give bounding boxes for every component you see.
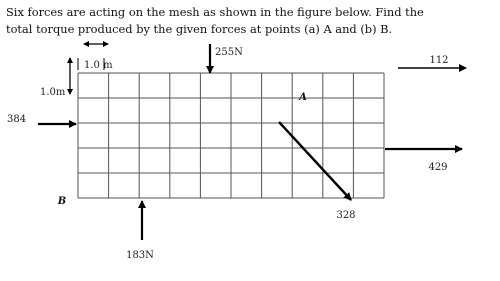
force-label-bottom: 183N (126, 250, 154, 261)
mesh-grid (78, 73, 384, 198)
force-arrow-diagonal (279, 122, 351, 200)
point-a-label: A (299, 92, 307, 103)
cell-height-label: 1.0m (40, 87, 66, 98)
point-b-label: B (57, 196, 67, 207)
force-label-left: 384 (7, 114, 27, 125)
cell-width-label: 1.0 m (84, 60, 113, 71)
problem-line-2: total torque produced by the given forces at points (a) A and (b) B. (6, 22, 393, 36)
force-label-top: 255N (215, 47, 243, 58)
force-label-diagonal: 328 (336, 210, 356, 221)
force-label-top-right: 112 (429, 55, 449, 66)
force-label-right: 429 (428, 162, 448, 173)
problem-line-1: Six forces are acting on the mesh as shown in the figure below. Find the (6, 5, 424, 19)
